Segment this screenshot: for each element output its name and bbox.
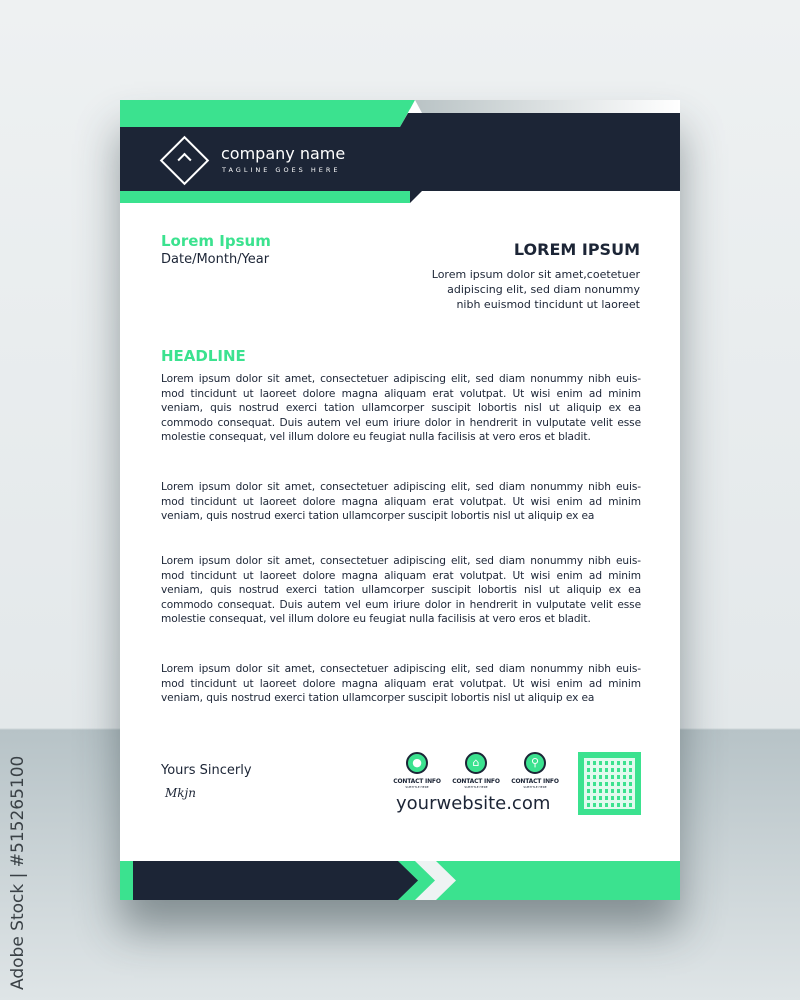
tagline: TAGLINE GOES HERE xyxy=(222,166,341,174)
footer-band xyxy=(120,861,680,900)
signature: Mkjn xyxy=(165,786,197,800)
paragraph: Lorem ipsum dolor sit amet, consectetuer adipiscing elit, sed diam nonummy nibh euis- mod tincidunt ut laoreet dolore magna aliquam erat volutpat. Ut wisi enim ad minim veniam, quis nostrud exerci tation ullamcorper suscipit lobortis nisl ut aliquip ex ea commodo consequat. Duis autem vel eum iriure dolor in hendrerit in vulputate velit esse molestie consequat, vel illum dolore eu feugiat nulla facilisis at vero eros et bladit. xyxy=(161,555,641,626)
sender-name: Lorem Ipsum xyxy=(161,232,271,250)
company-name: company name xyxy=(221,144,346,163)
closing: Yours Sincerly xyxy=(161,763,252,778)
search-icon: ⚲ xyxy=(524,752,546,774)
contact-info-2: ⌂ CONTACT INFO SUBTITLE HERE xyxy=(446,752,506,789)
date: Date/Month/Year xyxy=(161,252,270,267)
paragraph: Lorem ipsum dolor sit amet, consectetuer adipiscing elit, sed diam nonummy nibh euis- mod tincidunt ut laoreet dolore magna aliquam erat volutpat. Ut wisi enim ad minim veniam, quis nostrud exerci tation ullamcorper suscipit lobortis nisl ut aliquip ex ea commodo consequat. Duis autem vel eum iriure dolor in hendrerit in vulputate velit esse molestie consequat, vel illum dolore eu feugiat nulla facilisis at vero eros et bladit. xyxy=(161,373,641,444)
recipient-address: Lorem ipsum dolor sit amet,coetetuer adipiscing elit, sed diam nonummy nibh euismod tincidunt ut laoreet xyxy=(431,268,640,311)
home-icon: ⌂ xyxy=(465,752,487,774)
letterhead-page xyxy=(120,100,680,900)
contact-info-1: ● CONTACT INFO SUBTITLE HERE xyxy=(387,752,447,789)
recipient-title: LOREM IPSUM xyxy=(513,240,640,259)
headline: HEADLINE xyxy=(161,347,246,365)
paragraph: Lorem ipsum dolor sit amet, consectetuer adipiscing elit, sed diam nonummy nibh euis- mod tincidunt ut laoreet dolore magna aliquam erat volutpat. Ut wisi enim ad minim veniam, quis nostrud exerci tation ullamcorper suscipit lobortis nisl ut aliquip ex ea xyxy=(161,481,641,523)
user-icon: ● xyxy=(406,752,428,774)
website: yourwebsite.com xyxy=(396,793,551,814)
stock-watermark: Adobe Stock | #515265100 xyxy=(8,755,28,990)
contact-info-3: ⚲ CONTACT INFO SUBTITLE HERE xyxy=(505,752,565,789)
qr-code-icon xyxy=(578,752,641,815)
paragraph: Lorem ipsum dolor sit amet, consectetuer adipiscing elit, sed diam nonummy nibh euis- mod tincidunt ut laoreet dolore magna aliquam erat volutpat. Ut wisi enim ad minim veniam, quis nostrud exerci tation ullamcorper suscipit lobortis nisl ut aliquip ex ea xyxy=(161,663,641,705)
